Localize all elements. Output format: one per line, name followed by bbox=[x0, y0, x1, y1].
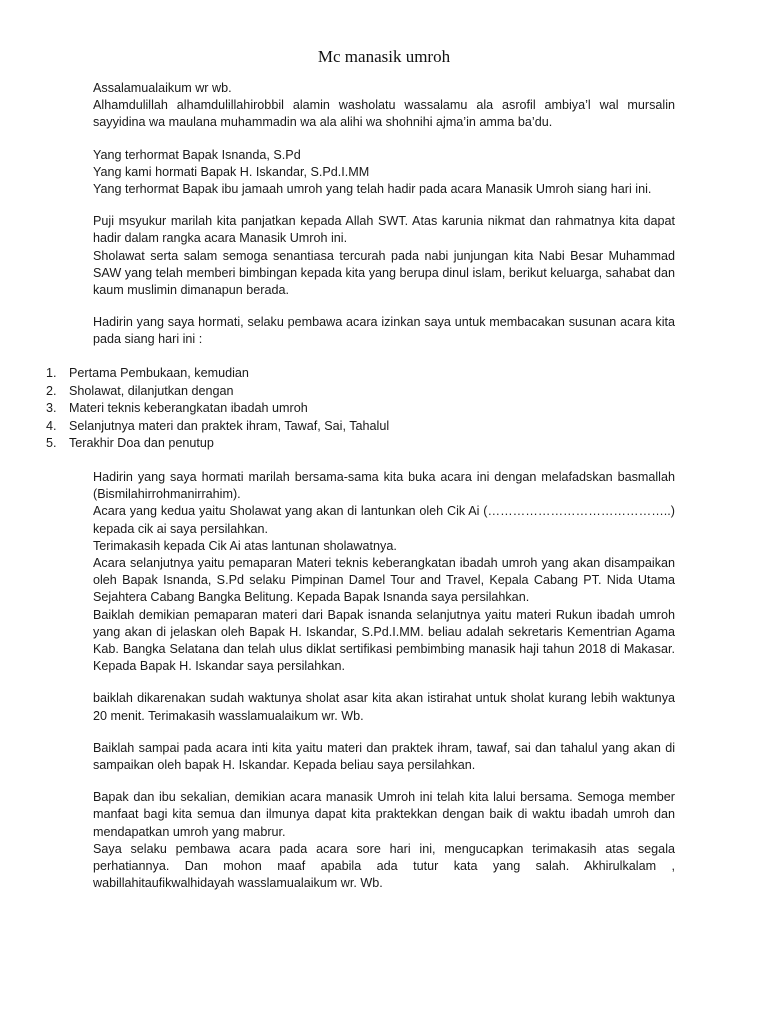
paragraph: Yang terhormat Bapak ibu jamaah umroh yang telah hadir pada acara Manasik Umroh siang hari ini. bbox=[93, 182, 652, 197]
paragraph: Assalamualaikum wr wb. bbox=[93, 81, 232, 95]
paragraph: Acara selanjutnya yaitu pemaparan Materi teknis keberangkatan ibadah umroh yang akan disampaikan oleh Bapak Isnanda, S.Pd selaku Pimpinan Damel Tour and Travel, Kepala Cabang PT. Nida Utama Sejahtera Cabang Bangka Belitung. Kepada Bapak Isnanda saya persilahkan. bbox=[93, 556, 675, 605]
list-number: 1. bbox=[46, 366, 57, 380]
paragraph: Yang terhormat Bapak Isnanda, S.Pd bbox=[93, 147, 301, 162]
list-text: Materi teknis keberangkatan ibadah umroh bbox=[69, 401, 308, 416]
list-item bbox=[46, 365, 666, 383]
list-text: Selanjutnya materi dan praktek ihram, Tawaf, Sai, Tahalul bbox=[69, 418, 390, 433]
paragraph: Hadirin yang saya hormati marilah bersama-sama kita buka acara ini dengan melafadskan basmallah (Bismilahirrohmanirrahim). bbox=[93, 470, 675, 502]
opening-block bbox=[93, 80, 675, 349]
paragraph: Acara yang kedua yaitu Sholawat yang akan di lantunkan oleh Cik Ai (……………………………………..) kepada cik ai saya persilahkan. bbox=[93, 504, 675, 536]
paragraph: baiklah dikarenakan sudah waktunya sholat asar kita akan istirahat untuk sholat kurang lebih waktunya 20 menit. Terimakasih wasslamualaikum wr. Wb. bbox=[93, 691, 675, 723]
paragraph: Sholawat serta salam semoga senantiasa tercurah pada nabi junjungan kita Nabi Besar Muhammad SAW yang telah memberi bimbingan kepada kita yang berupa dinul islam, berikut keluarga, sahabat dan kaum muslimin dimanapun berada. bbox=[93, 248, 675, 298]
paragraph: Hadirin yang saya hormati, selaku pembawa acara izinkan saya untuk membacakan susunan acara kita pada siang hari ini : bbox=[93, 315, 675, 347]
list-item bbox=[46, 400, 666, 418]
paragraph: Alhamdulillah alhamdulillahirobbil alamin washolatu wassalamu ala asrofil ambiya’l wal mursalin sayyidina wa maulana muhammadin wa ala alihi wa shohnihi ajma’in amma ba’du. bbox=[93, 98, 675, 130]
list-item bbox=[46, 383, 666, 401]
list-item bbox=[46, 435, 666, 453]
list-text: Sholawat, dilanjutkan dengan bbox=[69, 383, 234, 398]
paragraph: Yang kami hormati Bapak H. Iskandar, S.Pd.I.MM bbox=[93, 164, 370, 179]
list-number: 5. bbox=[46, 436, 57, 451]
document-title: Mc manasik umroh bbox=[317, 47, 451, 66]
list-item bbox=[46, 418, 666, 436]
list-text: Terakhir Doa dan penutup bbox=[69, 436, 214, 451]
agenda-list bbox=[46, 365, 666, 453]
list-number: 2. bbox=[46, 383, 57, 398]
list-number: 3. bbox=[46, 401, 57, 416]
list-text: Pertama Pembukaan, kemudian bbox=[69, 366, 249, 380]
paragraph: Puji msyukur marilah kita panjatkan kepada Allah SWT. Atas karunia nikmat dan rahmatnya kita dapat hadir dalam rangka acara Manasik Umroh ini. bbox=[93, 214, 675, 246]
list-number: 4. bbox=[46, 418, 57, 433]
paragraph: Baiklah demikian pemaparan materi dari Bapak isnanda selanjutnya yaitu materi Rukun ibadah umroh yang akan di jelaskan oleh Bapak H. Iskandar, S.Pd.I.MM. beliau adalah sekretaris Kementrian Agama Kab. Bangka Selatana dan telah ulus diklat sertifikasi pembimbing manasik haji tahun 2018 di Makasar. Kepada Bapak H. Iskandar saya persilahkan. bbox=[93, 607, 675, 674]
closing-block bbox=[93, 469, 675, 892]
paragraph: Bapak dan ibu sekalian, demikian acara manasik Umroh ini telah kita lalui bersama. Semoga member manfaat bagi kita semua dan ilmunya dapat kita praktekkan dengan baik di waktu ibadah umroh dan mendapatkan umroh yang mabrur. bbox=[93, 790, 675, 839]
paragraph: Saya selaku pembawa acara pada acara sore hari ini, mengucapkan terimakasih atas segala perhatiannya. Dan mohon maaf apabila ada tutur kata yang salah. Akhirulkalam , wabillahitaufikwalhidayah wasslamualaikum wr. Wb. bbox=[93, 841, 675, 891]
paragraph: Terimakasih kepada Cik Ai atas lantunan sholawatnya. bbox=[93, 538, 397, 553]
paragraph: Baiklah sampai pada acara inti kita yaitu materi dan praktek ihram, tawaf, sai dan tahalul yang akan di sampaikan oleh bapak H. Iskandar. Kepada beliau saya persilahkan. bbox=[93, 740, 675, 773]
